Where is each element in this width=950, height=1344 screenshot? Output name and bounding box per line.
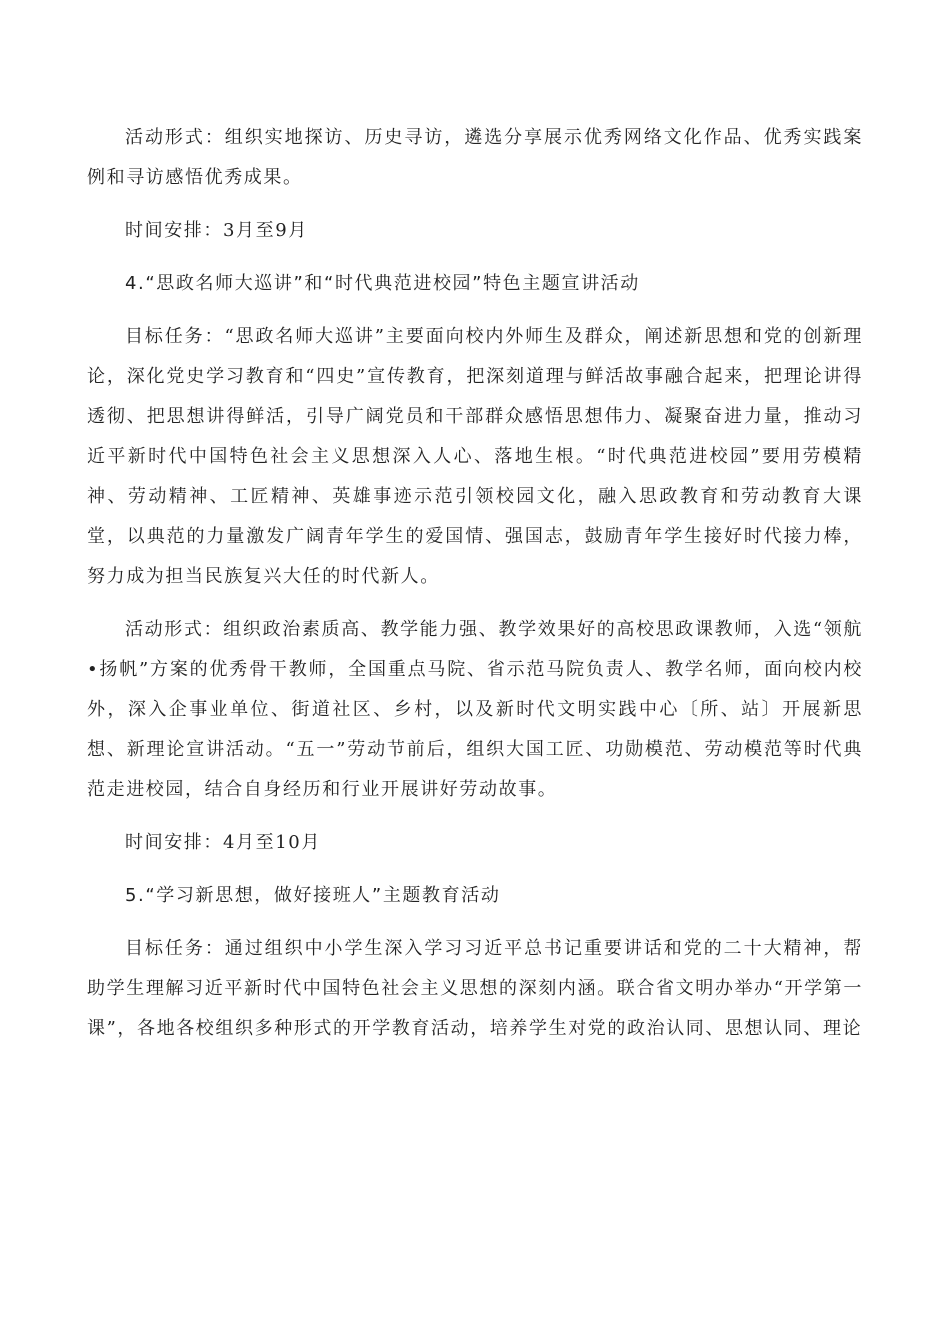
section-heading-4: 4.“思政名师大巡讲”和“时代典范进校园”特色主题宣讲活动 [125, 273, 640, 294]
document-body [87, 118, 863, 1062]
paragraph-goal-4: 目标任务：“思政名师大巡讲”主要面向校内外师生及群众，阐述新思想和党的创新理论，深化党史学习教育和“四史”宣传教育，把深刻道理与鲜活故事融合起来，把理论讲得透彻、把思想讲得鲜活，引导广阔党员和干部群众感悟思想伟力、凝聚奋进力量，推动习近平新时代中国特色社会主义思想深入人心、落地生根。“时代典范进校园”要用劳模精神、劳动精神、工匠精神、英雄事迹示范引领校园文化，融入思政教育和劳动教育大课堂，以典范的力量激发广阔青年学生的爱国情、强国志，鼓励青年学生接好时代接力棒，努力成为担当民族复兴大任的时代新人。 [87, 326, 863, 587]
paragraph-schedule-4: 时间安排：4月至10月 [125, 832, 321, 853]
paragraph-goal-5: 目标任务：通过组织中小学生深入学习习近平总书记重要讲话和党的二十大精神，帮助学生理解习近平新时代中国特色社会主义思想的深刻内涵。联合省文明办举办“开学第一课”，各地各校组织多种形式的开学教育活动，培养学生对党的政治认同、思想认同、理论 [87, 938, 863, 1039]
paragraph-schedule-3: 时间安排：3月至9月 [125, 220, 308, 241]
section-heading-5: 5.“学习新思想，做好接班人”主题教育活动 [125, 885, 501, 906]
paragraph-activity-form-3: 活动形式：组织实地探访、历史寻访，遴选分享展示优秀网络文化作品、优秀实践案例和寻访感悟优秀成果。 [87, 127, 863, 188]
paragraph-activity-form-4: 活动形式：组织政治素质高、教学能力强、教学效果好的高校思政课教师，入选“领航•扬帆”方案的优秀骨干教师，全国重点马院、省示范马院负责人、教学名师，面向校内校外，深入企事业单位、街道社区、乡村，以及新时代文明实践中心〔所、站〕开展新思想、新理论宣讲活动。“五一”劳动节前后，组织大国工匠、功勋模范、劳动模范等时代典范走进校园，结合自身经历和行业开展讲好劳动故事。 [87, 619, 863, 800]
